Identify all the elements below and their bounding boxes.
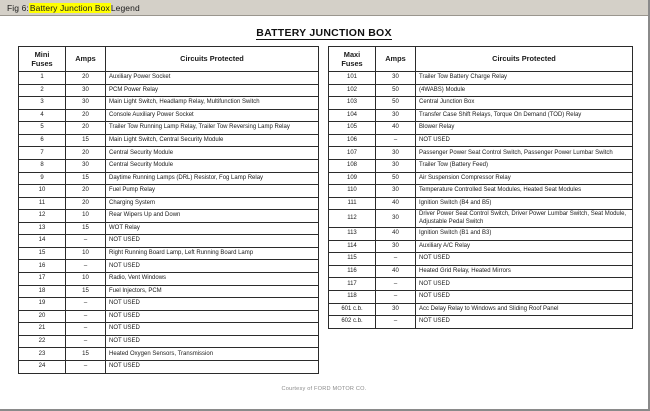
cell-amps: – — [376, 134, 416, 147]
cell-amps: 30 — [66, 97, 106, 110]
cell-circuits-protected: WOT Relay — [106, 222, 319, 235]
column-header-amps: Amps — [66, 47, 106, 72]
cell-fuse-number: 14 — [19, 235, 66, 248]
cell-circuits-protected: NOT USED — [106, 323, 319, 336]
column-header-line2: Fuses — [341, 59, 363, 68]
table-row — [329, 97, 633, 110]
table-row — [329, 185, 633, 198]
column-header-mini-fuses — [19, 47, 66, 72]
cell-circuits-protected: NOT USED — [106, 235, 319, 248]
cell-amps: 15 — [66, 172, 106, 185]
cell-circuits-protected: NOT USED — [106, 335, 319, 348]
cell-fuse-number: 107 — [329, 147, 376, 160]
maxi-fuses-table-body — [329, 72, 633, 329]
table-row — [19, 323, 319, 336]
cell-fuse-number: 2 — [19, 84, 66, 97]
cell-amps: 20 — [66, 197, 106, 210]
table-row — [329, 122, 633, 135]
table-row — [329, 172, 633, 185]
cell-amps: 20 — [66, 185, 106, 198]
cell-amps: 30 — [66, 159, 106, 172]
cell-amps: – — [66, 323, 106, 336]
cell-circuits-protected: Driver Power Seat Control Switch, Driver Power Lumbar Switch, Seat Module, Adjustable Pedal Switch — [416, 210, 633, 228]
cell-amps: – — [376, 316, 416, 329]
cell-fuse-number: 103 — [329, 97, 376, 110]
cell-amps: 20 — [66, 147, 106, 160]
cell-fuse-number: 18 — [19, 285, 66, 298]
cell-fuse-number: 12 — [19, 210, 66, 223]
table-row — [19, 109, 319, 122]
cell-circuits-protected: Transfer Case Shift Relays, Torque On Demand (TOD) Relay — [416, 109, 633, 122]
cell-fuse-number: 109 — [329, 172, 376, 185]
cell-fuse-number: 106 — [329, 134, 376, 147]
cell-amps: 30 — [376, 185, 416, 198]
cell-amps: 40 — [376, 122, 416, 135]
cell-circuits-protected: Heated Oxygen Sensors, Transmission — [106, 348, 319, 361]
cell-circuits-protected: Main Light Switch, Headlamp Relay, Multifunction Switch — [106, 97, 319, 110]
cell-amps: 30 — [376, 159, 416, 172]
cell-amps: – — [376, 291, 416, 304]
table-row — [329, 159, 633, 172]
cell-circuits-protected: Central Security Module — [106, 159, 319, 172]
cell-fuse-number: 1 — [19, 72, 66, 85]
cell-amps: – — [66, 298, 106, 311]
table-row — [19, 84, 319, 97]
column-header-circuits: Circuits Protected — [106, 47, 319, 72]
table-row — [19, 348, 319, 361]
table-row — [19, 260, 319, 273]
cell-amps: – — [376, 253, 416, 266]
table-row — [329, 240, 633, 253]
table-row — [329, 147, 633, 160]
cell-circuits-protected: Trailer Tow (Battery Feed) — [416, 159, 633, 172]
cell-amps: – — [66, 360, 106, 373]
cell-circuits-protected: Console Auxiliary Power Socket — [106, 109, 319, 122]
cell-fuse-number: 24 — [19, 360, 66, 373]
page-title — [0, 27, 648, 39]
cell-fuse-number: 102 — [329, 84, 376, 97]
table-row — [329, 278, 633, 291]
cell-circuits-protected: Ignition Switch (B4 and B5) — [416, 197, 633, 210]
table-row — [19, 134, 319, 147]
cell-fuse-number: 5 — [19, 122, 66, 135]
cell-amps: 20 — [66, 72, 106, 85]
table-row — [19, 222, 319, 235]
cell-circuits-protected: Passenger Power Seat Control Switch, Passenger Power Lumbar Switch — [416, 147, 633, 160]
table-row — [19, 147, 319, 160]
table-row — [19, 273, 319, 286]
cell-amps: 40 — [376, 197, 416, 210]
figure-caption-suffix: Legend — [110, 2, 140, 13]
cell-circuits-protected: Central Junction Box — [416, 97, 633, 110]
cell-fuse-number: 4 — [19, 109, 66, 122]
cell-circuits-protected: NOT USED — [106, 310, 319, 323]
cell-circuits-protected: Central Security Module — [106, 147, 319, 160]
cell-circuits-protected: NOT USED — [106, 298, 319, 311]
table-row — [329, 303, 633, 316]
table-row — [329, 210, 633, 228]
table-row — [329, 291, 633, 304]
cell-fuse-number: 118 — [329, 291, 376, 304]
page-title-text: BATTERY JUNCTION BOX — [256, 27, 392, 39]
table-row — [19, 310, 319, 323]
cell-circuits-protected: NOT USED — [416, 278, 633, 291]
table-row — [329, 109, 633, 122]
cell-amps: 15 — [66, 285, 106, 298]
cell-fuse-number: 9 — [19, 172, 66, 185]
cell-amps: 30 — [376, 240, 416, 253]
cell-circuits-protected: Fuel Injectors, PCM — [106, 285, 319, 298]
cell-amps: 20 — [66, 122, 106, 135]
cell-circuits-protected: Trailer Tow Battery Charge Relay — [416, 72, 633, 85]
cell-circuits-protected: Right Running Board Lamp, Left Running Board Lamp — [106, 247, 319, 260]
column-header-line1: Maxi — [343, 49, 361, 59]
maxi-fuses-table — [328, 46, 633, 329]
figure-caption-bar — [0, 0, 648, 16]
table-row — [19, 285, 319, 298]
cell-fuse-number: 110 — [329, 185, 376, 198]
cell-fuse-number: 117 — [329, 278, 376, 291]
cell-circuits-protected: Temperature Controlled Seat Modules, Heated Seat Modules — [416, 185, 633, 198]
cell-fuse-number: 21 — [19, 323, 66, 336]
cell-circuits-protected: Charging System — [106, 197, 319, 210]
table-row — [19, 235, 319, 248]
cell-circuits-protected: Air Suspension Compressor Relay — [416, 172, 633, 185]
cell-circuits-protected: Auxiliary Power Socket — [106, 72, 319, 85]
mini-fuses-table-body — [19, 72, 319, 374]
cell-circuits-protected: NOT USED — [416, 253, 633, 266]
cell-circuits-protected: Fuel Pump Relay — [106, 185, 319, 198]
table-row — [329, 72, 633, 85]
cell-circuits-protected: NOT USED — [106, 260, 319, 273]
cell-fuse-number: 101 — [329, 72, 376, 85]
cell-amps: 30 — [376, 72, 416, 85]
figure-caption-prefix: Fig 6: — [7, 2, 29, 13]
cell-fuse-number: 22 — [19, 335, 66, 348]
cell-fuse-number: 114 — [329, 240, 376, 253]
column-header-line2: Fuses — [31, 59, 53, 68]
table-row — [19, 172, 319, 185]
mini-fuses-table — [18, 46, 319, 374]
cell-amps: 30 — [376, 303, 416, 316]
cell-circuits-protected: Ignition Switch (B1 and B3) — [416, 228, 633, 241]
cell-circuits-protected: NOT USED — [106, 360, 319, 373]
column-header-line1: Mini — [34, 49, 50, 59]
table-row — [19, 72, 319, 85]
cell-fuse-number: 108 — [329, 159, 376, 172]
cell-fuse-number: 105 — [329, 122, 376, 135]
table-row — [329, 253, 633, 266]
cell-amps: 10 — [66, 247, 106, 260]
cell-amps: 20 — [66, 109, 106, 122]
table-row — [19, 97, 319, 110]
cell-amps: 30 — [376, 210, 416, 228]
cell-amps: 30 — [376, 147, 416, 160]
table-row — [329, 84, 633, 97]
footer-credit: Courtesy of FORD MOTOR CO. — [281, 386, 367, 392]
cell-circuits-protected: NOT USED — [416, 134, 633, 147]
table-row — [19, 335, 319, 348]
table-header-row — [19, 47, 319, 72]
cell-amps: – — [66, 235, 106, 248]
cell-fuse-number: 3 — [19, 97, 66, 110]
cell-fuse-number: 13 — [19, 222, 66, 235]
cell-fuse-number: 10 — [19, 185, 66, 198]
cell-amps: – — [66, 260, 106, 273]
cell-fuse-number: 20 — [19, 310, 66, 323]
cell-circuits-protected: Trailer Tow Running Lamp Relay, Trailer Tow Reversing Lamp Relay — [106, 122, 319, 135]
cell-circuits-protected: Heated Grid Relay, Heated Mirrors — [416, 265, 633, 278]
cell-amps: 15 — [66, 134, 106, 147]
table-row — [329, 134, 633, 147]
cell-circuits-protected: Main Light Switch, Central Security Module — [106, 134, 319, 147]
column-header-circuits: Circuits Protected — [416, 47, 633, 72]
cell-circuits-protected: Auxiliary A/C Relay — [416, 240, 633, 253]
cell-amps: 15 — [66, 348, 106, 361]
cell-fuse-number: 19 — [19, 298, 66, 311]
table-row — [19, 210, 319, 223]
cell-amps: – — [66, 310, 106, 323]
cell-fuse-number: 8 — [19, 159, 66, 172]
cell-circuits-protected: Daytime Running Lamps (DRL) Resistor, Fog Lamp Relay — [106, 172, 319, 185]
cell-amps: 10 — [66, 210, 106, 223]
column-header-amps: Amps — [376, 47, 416, 72]
table-row — [329, 228, 633, 241]
table-row — [19, 298, 319, 311]
cell-circuits-protected: (4WABS) Module — [416, 84, 633, 97]
cell-amps: 50 — [376, 84, 416, 97]
cell-fuse-number: 113 — [329, 228, 376, 241]
cell-fuse-number: 116 — [329, 265, 376, 278]
cell-amps: – — [66, 335, 106, 348]
table-row — [329, 316, 633, 329]
cell-fuse-number: 112 — [329, 210, 376, 228]
cell-circuits-protected: NOT USED — [416, 316, 633, 329]
cell-fuse-number: 104 — [329, 109, 376, 122]
cell-amps: 30 — [376, 109, 416, 122]
cell-fuse-number: 602 c.b. — [329, 316, 376, 329]
table-row — [19, 122, 319, 135]
table-row — [19, 159, 319, 172]
cell-amps: 40 — [376, 228, 416, 241]
column-header-maxi-fuses — [329, 47, 376, 72]
table-row — [19, 197, 319, 210]
table-row — [329, 197, 633, 210]
table-row — [19, 360, 319, 373]
cell-circuits-protected: Radio, Vent Windows — [106, 273, 319, 286]
cell-circuits-protected: Rear Wipers Up and Down — [106, 210, 319, 223]
cell-fuse-number: 23 — [19, 348, 66, 361]
cell-circuits-protected: NOT USED — [416, 291, 633, 304]
cell-fuse-number: 15 — [19, 247, 66, 260]
cell-circuits-protected: Blower Relay — [416, 122, 633, 135]
cell-circuits-protected: Acc Delay Relay to Windows and Sliding Roof Panel — [416, 303, 633, 316]
table-row — [19, 247, 319, 260]
cell-fuse-number: 601 c.b. — [329, 303, 376, 316]
cell-amps: 30 — [66, 84, 106, 97]
cell-amps: 50 — [376, 172, 416, 185]
cell-fuse-number: 16 — [19, 260, 66, 273]
cell-fuse-number: 6 — [19, 134, 66, 147]
cell-amps: – — [376, 278, 416, 291]
cell-amps: 50 — [376, 97, 416, 110]
cell-amps: 15 — [66, 222, 106, 235]
cell-fuse-number: 111 — [329, 197, 376, 210]
cell-fuse-number: 17 — [19, 273, 66, 286]
cell-fuse-number: 115 — [329, 253, 376, 266]
cell-amps: 10 — [66, 273, 106, 286]
figure-caption-highlight: Battery Junction Box — [29, 2, 110, 13]
cell-fuse-number: 7 — [19, 147, 66, 160]
table-header-row — [329, 47, 633, 72]
cell-amps: 40 — [376, 265, 416, 278]
cell-fuse-number: 11 — [19, 197, 66, 210]
cell-circuits-protected: PCM Power Relay — [106, 84, 319, 97]
table-row — [19, 185, 319, 198]
table-row — [329, 265, 633, 278]
